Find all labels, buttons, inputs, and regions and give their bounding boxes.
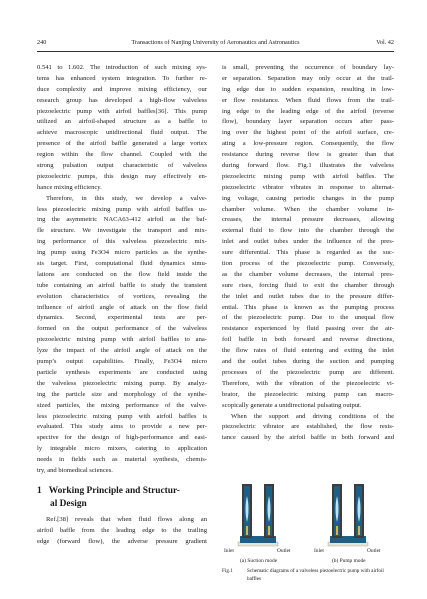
body-text-line: the valveless piezoelectric mixing pump. By analyz-	[37, 379, 207, 387]
body-text-line: and the outlet tubes during the suction and pumping	[222, 358, 394, 366]
body-text-line: fle structure. We investigate the transport and mix-	[37, 227, 207, 235]
body-text-line: creases, the internal pressure decreases, allowing	[222, 216, 394, 224]
body-text-line: Therefore, with the vibration of the piezoelectric vi-	[222, 379, 394, 387]
body-text-line: the inlet and outlet tubes due to the pressure differ-	[222, 292, 394, 300]
outlet-label-suction: Outlet	[277, 548, 291, 554]
body-text-line: piezoelectric vibrator vibrates in response to alternat-	[222, 183, 394, 191]
section-title: Working Principle and Structur-	[48, 485, 180, 496]
page-number: 240	[37, 39, 47, 46]
body-text-line: er separation. Separation may only occur at the trail-	[222, 74, 394, 82]
outlet-label-pump: Outlet	[367, 548, 381, 554]
subfigure-b-label: (b) Pump mode	[332, 558, 366, 564]
body-text-line: resistance experienced by fluid passing over the air-	[222, 325, 394, 333]
body-text-line: inlet and outlet tubes under the influence of the pres-	[222, 238, 394, 246]
body-text-line: influence of airfoil angle of attack on the flow field	[37, 303, 207, 311]
body-text-line: tems has enhanced system integration. To further re-	[37, 74, 207, 82]
body-text-line: piezoelectric pumps, this design may effectively en-	[37, 172, 207, 180]
body-text-line: tube containing an airfoil baffle to study the transient	[37, 281, 207, 289]
body-text-line: ing pump using Fe3O4 micro particles as the synthe-	[37, 249, 207, 257]
body-text-line: resistance during reverse flow is greater than that	[222, 151, 394, 159]
body-text-line: Therefore, in this study, we develop a valve-	[46, 194, 207, 202]
body-text-line: ating a low-pressure region. Consequently, the flow	[222, 140, 394, 148]
body-text-line: as the chamber volume decreases, the internal pres-	[222, 270, 394, 278]
body-text-line: particle synthesis experiments are conducted using	[37, 368, 207, 376]
body-text-line: scopically generate a unidirectional pulsating output.	[222, 401, 362, 409]
body-text-line: sure rises, forcing fluid to exit the chamber through	[222, 281, 394, 289]
body-text-line: ing performance of this valveless piezoelectric mix-	[37, 238, 207, 246]
body-text-line: 0.541 to 1.602. The introduction of such mixing sys-	[37, 64, 207, 71]
body-text-line: ing over the highest point of the airfoil surface, cre-	[222, 129, 394, 137]
body-text-line: is small, preventing the occurrence of boundary lay-	[222, 64, 394, 71]
body-text-line: processes of the piezoelectric pump are different.	[222, 368, 394, 376]
body-text-line: evolution characteristics of vortices, revealing the	[37, 292, 207, 300]
inlet-label-pump: Inlet	[314, 548, 324, 554]
body-text-line: dynamics. Second, experimental tests are per-	[37, 314, 207, 322]
body-text-line: ing voltage, causing periodic changes in the pump	[222, 194, 394, 202]
body-text-line: sized particles, the mixing performance of the valve-	[37, 401, 207, 409]
body-text-line: When the support and driving conditions of the	[231, 412, 394, 420]
body-text-line: piezoelectric pump with airfoil baffles[36]. This pump	[37, 107, 207, 115]
body-text-line: presence of the airfoil baffle generated a large vortex	[37, 140, 207, 148]
body-text-line: the flow rates of fluid entering and exiting the inlet	[222, 347, 394, 355]
body-text-line: formed on the output performance of the valveless	[37, 325, 207, 333]
flow-arrow-icon-pump	[358, 526, 360, 535]
body-text-line: ing the asymmetric NACA63-412 airfoil as the baf-	[37, 216, 207, 224]
body-text-line: of the piezoelectric pump. Due to the unequal flow	[222, 314, 394, 322]
body-text-line: brator, the piezoelectric mixing pump can macro-	[222, 390, 394, 398]
section-spacer	[37, 477, 207, 485]
body-text-line: piezoelectric mixing pump with airfoil baffles. The	[222, 172, 394, 180]
body-text-line: spective for the design of high-performance and easi-	[37, 434, 207, 442]
body-text-line: duce complexity and improve mixing efficiency, our	[37, 85, 207, 93]
body-text-line: chamber volume. When the chamber volume in-	[222, 205, 394, 213]
body-text-line: lations are conducted on the flow field inside the	[37, 270, 207, 278]
body-text-line: piezoelectric vibrator are established, the flow resis-	[222, 423, 394, 431]
body-text-line: flow), boundary layer separation occurs after pass-	[222, 118, 394, 126]
flow-arrow-icon-suction	[246, 526, 248, 535]
body-text-line: ly integrable micro mixers, catering to application	[37, 445, 207, 453]
subfigure-a-label: (a) Suction mode	[240, 558, 278, 564]
body-text-line: pump’s output capabilities. Finally, Fe3O4 micro	[37, 358, 207, 366]
body-text-line: tion process of the piezoelectric pump. Conversely,	[222, 260, 394, 268]
journal-title: Transactions of Nanjing University of Aeronautics and Astronautics	[131, 39, 300, 46]
body-text-line: airfoil baffle from the leading edge to the trailing	[37, 526, 207, 534]
body-text-line: lyze the impact of the airfoil angle of attack on the	[37, 347, 207, 355]
body-text-line: utilized an airfoil-shaped structure as a baffle to	[37, 118, 207, 126]
body-text-line: during forward flow. Fig.1 illustrates the valveless	[222, 162, 394, 170]
body-text-line: region within the flow channel. Coupled with the	[37, 151, 207, 159]
left-column	[37, 63, 207, 548]
section-title-continued: al Design	[50, 498, 87, 509]
body-text-line: Ref.[38] reveals that when fluid flows along an	[46, 515, 207, 523]
figure-caption-label: Fig.1	[222, 568, 233, 574]
pump-schematic	[222, 482, 394, 568]
body-text-line: external fluid to flow into the chamber through the	[222, 227, 394, 235]
body-text-line: sure differential. This phase is regarded as the suc-	[222, 249, 394, 257]
flow-arrow-icon-pump	[336, 526, 338, 535]
body-text-line: er flow resistance. When fluid flows from the trail-	[222, 96, 394, 104]
body-text-line: sis target. First, computational fluid dynamics simu-	[37, 260, 207, 268]
body-text-line: foil baffle in both forward and reverse directions,	[222, 336, 394, 344]
body-text-line: piezoelectric mixing pump with airfoil baffles to ana-	[37, 336, 207, 344]
body-text-line: achieve macroscopic unidirectional fluid output. The	[37, 129, 207, 137]
body-text-line: strong pulsation output characteristic of valveless	[37, 162, 207, 170]
body-text-line: hance mixing efficiency.	[37, 183, 102, 191]
body-text-line: evaluated. This study aims to provide a new per-	[37, 423, 207, 431]
body-text-line: tance caused by the airfoil baffle in both forward and	[222, 434, 394, 442]
inlet-label-suction: Inlet	[224, 548, 234, 554]
body-text-line: less piezoelectric mixing pump with airfoil baffles is	[37, 412, 207, 420]
body-text-line: less piezoelectric mixing pump with airfoil baffles us-	[37, 205, 207, 213]
header-rule	[37, 51, 394, 52]
running-header	[37, 38, 394, 48]
section-number: 1	[37, 485, 42, 496]
body-text-line: ential. This phase is known as the pumping process	[222, 303, 394, 311]
right-column	[222, 63, 394, 444]
heading-space	[42, 486, 49, 496]
body-text-line: edge (forward flow), the adverse pressure gradient	[37, 537, 207, 545]
flow-arrow-icon-suction	[268, 526, 270, 535]
figure-caption-text: Schematic diagrams of a valveless piezoelectric pump with airfoil baffles	[247, 568, 384, 583]
body-text-line: research group has developed a high-flow valveless	[37, 96, 207, 104]
body-text-line: needs in fields such as material synthesis, chemis-	[37, 456, 207, 464]
body-text-line: ing the particle size and morphology of the synthe-	[37, 390, 207, 398]
body-text-line: ing edge due to sudden expansion, resulting in low-	[222, 85, 394, 93]
volume-number: Vol. 42	[376, 39, 394, 46]
body-text-line: try, and biomedical sciences.	[37, 466, 113, 474]
section-heading	[37, 485, 207, 498]
body-text-line: ing edge to the leading edge of the airfoil (reverse	[222, 107, 394, 115]
